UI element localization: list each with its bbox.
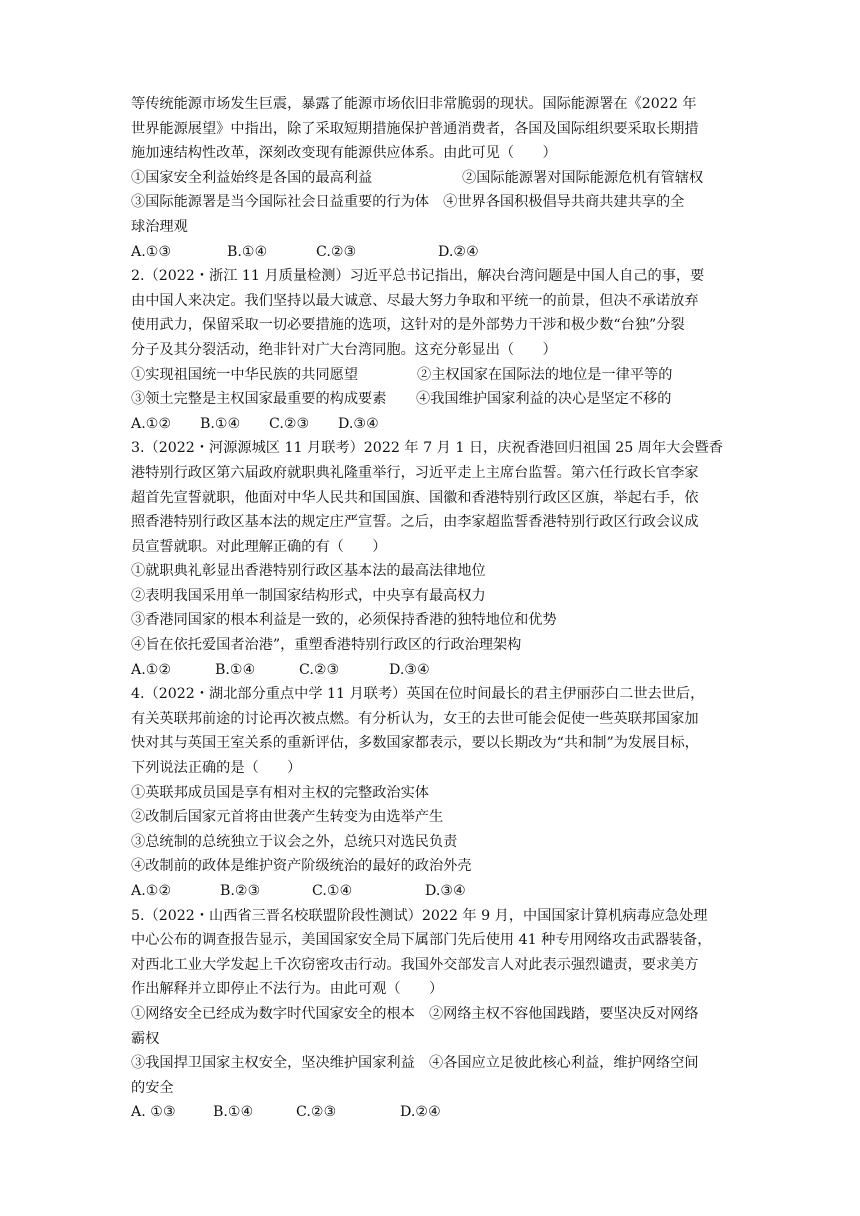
question-5-stem-line: 5.（2022・山西省三晋名校联盟阶段性测试）2022 年 9 月，中国国家计算机病毒应急处理 [131,907,708,924]
question-5-item: ①网络安全已经成为数字时代国家安全的根本 ②网络主权不容他国践踏，要坚决反对网络 [131,1005,699,1022]
question-3 [131,436,735,682]
question-4-stem-line: 有关英联邦前途的讨论再次被点燃。有分析认为，女王的去世可能会促使一些英联邦国家加 [131,710,699,727]
question-2-item: ③领土完整是主权国家最重要的构成要素 [131,391,387,408]
option-d: D.②④ [438,243,479,260]
question-3-stem-line: 超首先宣誓就职，他面对中华人民共和国国旗、国徽和香港特别行政区区旗，举起右手，依 [131,489,699,506]
question-3-options [131,658,735,683]
question-2-stem-line: 分子及其分裂活动，绝非针对广大台湾同胞。这充分彰显出（ ） [131,341,557,358]
option-d: D.③④ [425,883,466,899]
option-b: B.①④ [213,1104,254,1121]
question-3-stem-line: 港特别行政区第六届政府就职典礼隆重举行，习近平走上主席台监誓。第六任行政长官李家 [131,464,699,481]
question-3-item: ④旨在依托爱国者治港”，重塑香港特别行政区的行政治理架构 [131,637,522,654]
option-b: B.①④ [215,661,256,678]
option-a: A.①② [131,415,172,432]
question-1 [131,92,735,264]
question-5-options [131,1100,735,1125]
option-c: C.①④ [312,883,353,899]
option-a: A.①③ [131,243,172,260]
question-3-item: ①就职典礼彰显出香港特别行政区基本法的最高法律地位 [131,563,486,580]
question-2-options [131,412,735,437]
question-5-item: 霸权 [131,1030,160,1047]
question-1-stem-line: 世界能源展望》中指出，除了采取短期措施保护普通消费者，各国及国际组织要采取长期措 [131,120,699,137]
option-c: C.②③ [269,415,310,432]
option-c: C.②③ [296,1104,337,1121]
question-4-item: ③总统制的总统独立于议会之外，总统只对选民负责 [131,833,458,850]
question-4-item: ②改制后国家元首将由世袭产生转变为由选举产生 [131,809,444,826]
question-4-stem-line: 4.（2022・湖北部分重点中学 11 月联考）英国在位时间最长的君主伊丽莎白二世去世后， [131,686,705,703]
question-5-stem-line: 对西北工业大学发起上千次窃密攻击行动。我国外交部发言人对此表示强烈谴责，要求美方 [131,956,699,973]
question-1-item-line: 球治理观 [131,218,188,235]
question-4 [131,682,735,903]
question-4-stem-line: 快对其与英国王室关系的重新评估，多数国家都表示，要以长期改为“共和制”为发展目标， [131,735,699,752]
option-c: C.②③ [299,661,340,678]
option-b: B.①④ [200,415,241,432]
question-5-item: 的安全 [131,1079,174,1096]
option-c: C.②③ [316,243,357,260]
option-d: D.③④ [389,661,430,678]
question-2-stem-line: 由中国人来决定。我们坚持以最大诚意、尽最大努力争取和平统一的前景，但决不承诺放弃 [131,292,699,309]
option-a: A.①② [131,883,172,899]
question-1-items-row [131,166,735,191]
question-1-stem-line: 施加速结构性改革，深刻改变现有能源供应体系。由此可见（ ） [131,145,557,162]
question-2-item: ④我国维护国家利益的决心是坚定不移的 [416,391,672,408]
question-2-stem-line: 使用武力，保留采取一切必要措施的选项，这针对的是外部势力干涉和极少数“台独”分裂 [131,317,685,334]
question-1-item: ②国际能源署对国际能源危机有管辖权 [462,169,704,186]
question-3-stem-line: 照香港特别行政区基本法的规定庄严宣誓。之后，由李家超监誓香港特别行政区行政会议成 [131,514,699,531]
question-3-stem-line: 3.（2022・河源源城区 11 月联考）2022 年 7 月 1 日，庆祝香港回归祖国 25 周年大会暨香 [131,440,723,457]
question-5-stem-line: 中心公布的调查报告显示，美国国家安全局下属部门先后使用 41 种专用网络攻击武器装备， [131,932,712,949]
question-content [131,92,735,1125]
question-3-item: ③香港同国家的根本利益是一致的，必须保持香港的独特地位和优势 [131,612,557,629]
question-1-item-line: ③国际能源署是当今国际社会日益重要的行为体 ④世界各国积极倡导共商共建共享的全 [131,194,685,211]
question-5-item: ③我国捍卫国家主权安全，坚决维护国家利益 ④各国应立足彼此核心利益，维护网络空间 [131,1055,699,1072]
question-2-item: ②主权国家在国际法的地位是一律平等的 [417,366,673,383]
question-4-item: ①英联邦成员国是享有相对主权的完整政治实体 [131,784,429,801]
question-3-stem-line: 员宣誓就职。对此理解正确的有（ ） [131,538,387,555]
question-2-stem-line: 2.（2022・浙江 11 月质量检测）习近平总书记指出，解决台湾问题是中国人自己的事，要 [131,268,705,285]
question-1-item: ①国家安全利益始终是各国的最高利益 [131,169,373,186]
question-5 [131,904,735,1125]
question-2 [131,264,735,436]
question-2-item: ①实现祖国统一中华民族的共同愿望 [131,366,359,383]
question-1-stem-line: 等传统能源市场发生巨震，暴露了能源市场依旧非常脆弱的现状。国际能源署在《2022 年 [131,96,697,112]
question-4-options [131,879,735,904]
question-2-items-row [131,387,735,412]
option-a: A. ①③ [131,1104,176,1121]
question-3-item: ②表明我国采用单一制国家结构形式，中央享有最高权力 [131,587,486,604]
option-b: B.①④ [227,243,268,260]
question-4-stem-line: 下列说法正确的是（ ） [131,760,302,777]
option-d: D.②④ [400,1104,441,1121]
option-b: B.②③ [220,883,261,899]
question-5-stem-line: 作出解释并立即停止不法行为。由此可观（ ） [131,981,444,998]
option-d: D.③④ [338,415,379,432]
question-1-options [131,240,735,265]
option-a: A.①② [131,661,172,678]
question-4-item: ④改制前的政体是维护资产阶级统治的最好的政治外壳 [131,858,472,875]
question-2-items-row [131,363,735,388]
